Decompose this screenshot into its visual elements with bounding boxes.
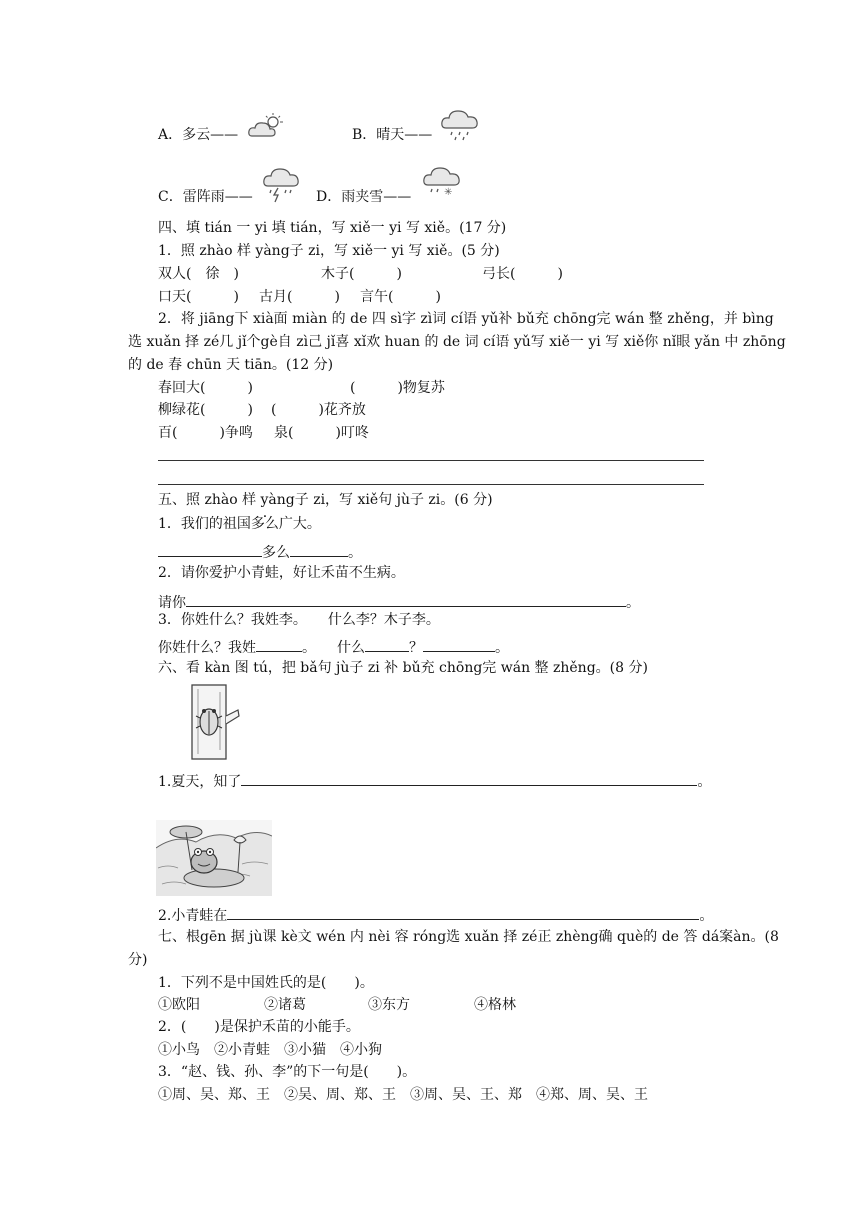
s5-answer-1 <box>158 543 362 560</box>
rain-cloud-icon <box>440 108 480 142</box>
answer-line[interactable] <box>158 460 704 461</box>
q1-option-3[interactable]: ③东方 <box>368 997 410 1013</box>
fill-blank[interactable] <box>241 772 697 786</box>
s6-a2-pre: 2.小青蛙在 <box>158 908 228 924</box>
frog-lotus-illustration <box>156 820 272 896</box>
s4-question-2-line3: 的 de 春 chūn 天 tiān。(12 分) <box>128 357 334 373</box>
s4-row1-item1: 双人( 徐 ) <box>158 266 239 282</box>
s5-answer-3 <box>158 638 509 655</box>
s4-question-2-line2: 选 xuǎn 择 zé几 jǐ个gè自 zì己 jǐ喜 xǐ欢 huan 的 de 词 cí语 yǔ写 xiě一 yi 写 xiě你 nǐ眼 yǎn 中 zhōng <box>128 334 786 350</box>
fill-blank[interactable] <box>186 593 626 607</box>
fill-blank[interactable] <box>290 543 348 557</box>
q3-options[interactable]: ①周、吴、郑、王 ②吴、周、郑、王 ③周、吴、王、郑 ④郑、周、吴、王 <box>158 1087 648 1103</box>
idiom-5: 百( )争鸣 <box>158 425 253 441</box>
fill-blank[interactable] <box>423 638 495 652</box>
s4-question-2-line1: 2．将 jiāng下 xià面 miàn 的 de 四 sì字 zì词 cí语 yǔ补 bǔ充 chōng完 wán 整 zhěng，并 bìng <box>158 311 774 327</box>
s5-answer-2 <box>158 593 640 610</box>
fill-blank[interactable] <box>227 906 699 920</box>
q1-emphasis: 多么 <box>250 516 279 532</box>
s4-row2-item1: 口天( ) <box>158 289 239 305</box>
s4-row1-item3: 弓长( ) <box>482 266 563 282</box>
a3-end: 。 <box>495 640 509 656</box>
s4-row2-item3: 言午( ) <box>360 289 441 305</box>
a1-end: 。 <box>348 545 362 561</box>
svg-text:✳: ✳ <box>444 187 453 198</box>
q1-option-1[interactable]: ①欧阳 <box>158 997 200 1013</box>
idiom-1: 春回大( ) <box>158 380 253 396</box>
s4-question-1: 1．照 zhào 样 yàng子 zi，写 xiě一 yi 写 xiě。(5 分) <box>158 243 500 259</box>
a2-end: 。 <box>626 595 640 611</box>
a3-p1: 你姓什么？我姓 <box>158 640 256 656</box>
cicada-tree-illustration <box>186 684 240 760</box>
s6-a1-end: 。 <box>697 774 712 790</box>
idiom-2: ( )物复苏 <box>350 380 445 396</box>
answer-line[interactable] <box>158 484 704 485</box>
section-4-title: 四、填 tián 一 yi 填 tián，写 xiě一 yi 写 xiě。(17 分) <box>158 220 507 236</box>
s6-a1-pre: 1.夏天，知了 <box>158 774 242 790</box>
s7-question-3: 3．“赵、钱、孙、李”的下一句是( )。 <box>158 1064 417 1080</box>
option-c-label: C．雷阵雨—— <box>158 189 253 205</box>
q1-pre: 我们的祖国 <box>180 516 251 532</box>
a1-mid: 多么 <box>262 545 290 561</box>
q2-options[interactable]: ①小鸟 ②小青蛙 ③小猫 ④小狗 <box>158 1042 382 1058</box>
s4-row2-item2: 古月( ) <box>259 289 340 305</box>
q1-option-2[interactable]: ②诸葛 <box>264 997 306 1013</box>
a2-pre: 请你 <box>158 595 186 611</box>
section-7-title-line1: 七、根gēn 据 jù课 kè文 wén 内 nèi 容 róng选 xuǎn 择 zé正 zhèng确 què的 de 答 dá案àn。(8 <box>158 929 779 945</box>
partly-cloudy-icon <box>247 112 285 140</box>
s7-question-1: 1．下列不是中国姓氏的是( )。 <box>158 975 374 991</box>
idiom-6: 泉( )叮咚 <box>274 425 369 441</box>
a3-p3: ？ <box>409 640 423 656</box>
s6-a2-end: 。 <box>699 908 714 924</box>
s6-answer-1 <box>158 772 711 789</box>
option-d-label: D．雨夹雪—— <box>316 189 412 205</box>
idiom-4: ( )花齐放 <box>271 402 366 418</box>
section-7-title-line2: 分) <box>128 952 148 968</box>
option-b-label: B．晴天—— <box>352 127 433 143</box>
option-a-label: A．多云—— <box>158 127 239 143</box>
s5-question-3: 3．你姓什么？我姓李。 什么李？木子李。 <box>158 612 440 628</box>
q1-option-4[interactable]: ④格林 <box>474 997 516 1013</box>
s4-row1-item2: 木子( ) <box>321 266 402 282</box>
sleet-icon <box>422 165 462 199</box>
q1-post: 广大。 <box>278 516 321 532</box>
a3-p2: 。 什么 <box>302 640 365 656</box>
fill-blank[interactable] <box>365 638 409 652</box>
fill-blank[interactable] <box>158 543 262 557</box>
s5-question-2: 2．请你爱护小青蛙，好让禾苗不生病。 <box>158 565 405 581</box>
thunderstorm-icon <box>262 166 300 204</box>
s6-answer-2 <box>158 906 713 923</box>
s5-question-1: 1．我们的祖国多么广大。 <box>158 516 321 532</box>
section-5-title: 五、照 zhào 样 yàng子 zi，写 xiě句 jù子 zi。(6 分) <box>158 492 493 508</box>
s7-question-2: 2．( )是保护禾苗的小能手。 <box>158 1019 360 1035</box>
fill-blank[interactable] <box>256 638 302 652</box>
idiom-3: 柳绿花( ) <box>158 402 253 418</box>
section-6-title: 六、看 kàn 图 tú，把 bǎ句 jù子 zi 补 bǔ充 chōng完 wán 整 zhěng。(8 分) <box>158 660 648 676</box>
